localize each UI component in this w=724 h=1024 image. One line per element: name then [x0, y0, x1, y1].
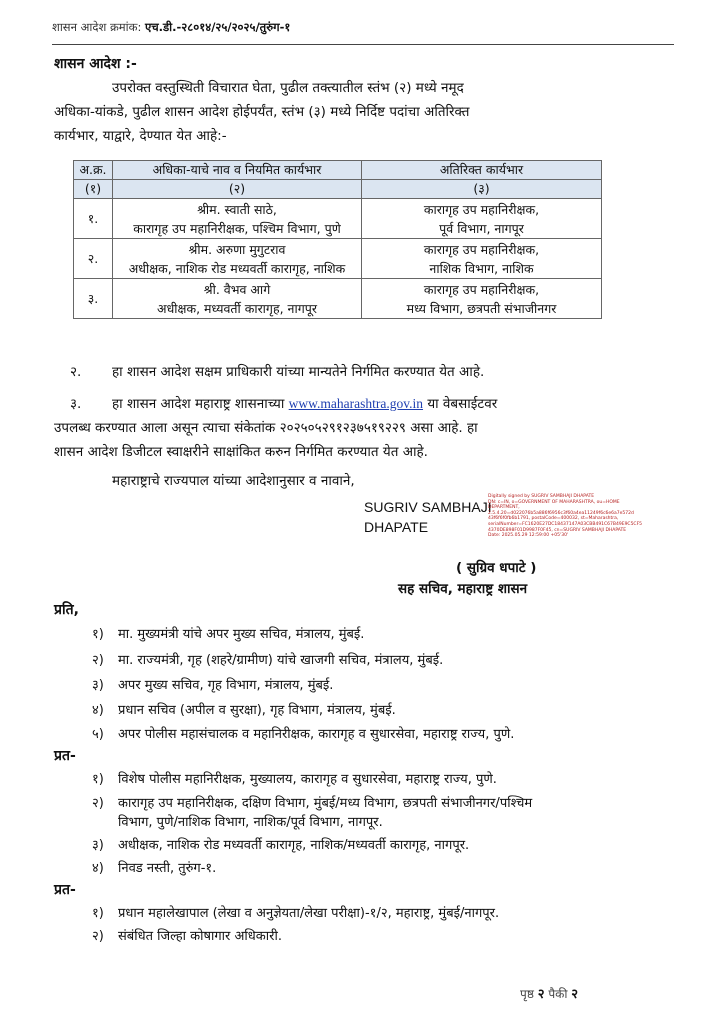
- order-number-header: [52, 20, 290, 35]
- para-3-pre: हा शासन आदेश महाराष्ट्र शासनाच्या: [112, 396, 285, 412]
- prati-heading: प्रति,: [54, 602, 79, 618]
- officer-cell: [113, 239, 362, 279]
- additional-charge-line: कारागृह उप महानिरीक्षक,: [423, 281, 540, 297]
- para-2-number: २.: [70, 364, 82, 380]
- table-row: [74, 199, 602, 239]
- additional-charge-line: कारागृह उप महानिरीक्षक,: [423, 201, 540, 217]
- para-3-number: ३.: [70, 396, 82, 412]
- list-item-number: १): [92, 906, 104, 921]
- header-divider: [52, 44, 674, 45]
- list-item-number: ५): [92, 727, 104, 742]
- prat-heading: प्रत-: [54, 882, 76, 898]
- list-item: अपर पोलीस महासंचालक व महानिरीक्षक, कारागृह व सुधारसेवा, महाराष्ट्र राज्य, पुणे.: [118, 727, 515, 742]
- signatory-designation: सह सचिव, महाराष्ट्र शासन: [398, 581, 528, 597]
- row-serial: ३.: [74, 279, 113, 319]
- row-serial: १.: [74, 199, 113, 239]
- order-number-value: एच.डी.-२८०१४/२५/२०२५/तुरुंग-१: [145, 20, 291, 34]
- additional-charge-cell: [362, 239, 602, 279]
- list-item: निवड नस्ती, तुरुंग-१.: [118, 861, 217, 876]
- list-item-number: २): [92, 653, 104, 668]
- para-3-line-2: उपलब्ध करण्यात आला असून त्याचा संकेतांक २०२५०५२९१२३७५१९२२९ असा आहे. हा: [54, 420, 478, 436]
- additional-charge-line: पूर्व विभाग, नागपूर: [439, 220, 524, 236]
- officer-post: कारागृह उप महानिरीक्षक, पश्चिम विभाग, पुणे: [133, 220, 341, 236]
- website-link[interactable]: www.maharashtra.gov.in: [288, 396, 424, 411]
- section-heading: शासन आदेश :-: [54, 56, 137, 72]
- list-item: संबंधित जिल्हा कोषागार अधिकारी.: [118, 929, 282, 944]
- intro-paragraph: [54, 76, 674, 148]
- additional-charge-cell: [362, 279, 602, 319]
- para-3-post: या वेबसाईटवर: [427, 396, 498, 412]
- table-column-number-row: [74, 180, 602, 199]
- additional-charge-cell: [362, 199, 602, 239]
- list-item-number: ३): [92, 838, 104, 853]
- additional-charge-line: मध्य विभाग, छत्रपती संभाजीनगर: [406, 300, 557, 316]
- para-3-line-1: [112, 392, 497, 416]
- list-item-continuation: विभाग, पुणे/नाशिक विभाग, नाशिक/पूर्व विभाग, नागपूर.: [118, 815, 383, 830]
- list-item-number: २): [92, 796, 104, 811]
- header-serial: अ.क्र.: [74, 161, 113, 180]
- officer-name: श्रीम. स्वाती साठे,: [197, 201, 277, 217]
- list-item: कारागृह उप महानिरीक्षक, दक्षिण विभाग, मुंबई/मध्य विभाग, छत्रपती संभाजीनगर/पश्चिम: [118, 796, 533, 811]
- signatory-name: ( सुग्रिव धपाटे ): [456, 560, 537, 576]
- additional-charge-line: कारागृह उप महानिरीक्षक,: [423, 241, 540, 257]
- digital-signature-name: [364, 497, 492, 537]
- closing-line: महाराष्ट्राचे राज्यपाल यांच्या आदेशानुसार व नावाने,: [112, 473, 355, 489]
- list-item-number: ४): [92, 703, 104, 718]
- page-current: २: [537, 987, 545, 1002]
- page-label: पृष्ठ: [520, 987, 534, 1001]
- list-item: मा. मुख्यमंत्री यांचे अपर मुख्य सचिव, मंत्रालय, मुंबई.: [118, 627, 365, 642]
- digital-signature-details: Digitally signed by SUGRIV SAMBHAJI DHAPATE DN: c=IN, o=GOVERNMENT OF MAHARASHTRA, ou=HOME DEPARTMENT, 2.5.4.20=d022076b5a886f6956c3f60a4ea11249f6c6e6a7e572d 43f6f6f0fb6b1791, postalCode=400032, st=Maharashtra, serialNumber=FC1620E27DC18437147A03CBB491C67B49E9C5CF5 4370DE898F01D9987F0F45, cn=SUGRIV SAMBHAJI DHAPATE Date: 2025.05.29 12:59:00 +05'30': [488, 494, 643, 539]
- intro-line-3: कार्यभार, याद्वारे, देण्यात येत आहे:-: [54, 128, 227, 144]
- officer-post: अधीक्षक, मध्यवर्ती कारागृह, नागपूर: [157, 300, 317, 316]
- additional-charge-line: नाशिक विभाग, नाशिक: [429, 260, 534, 276]
- signature-name-line: SUGRIV SAMBHAJI: [364, 499, 492, 515]
- officer-assignment-table: [73, 160, 602, 319]
- list-item: प्रधान सचिव (अपील व सुरक्षा), गृह विभाग, मंत्रालय, मुंबई.: [118, 703, 396, 718]
- table-row: [74, 279, 602, 319]
- table-row: [74, 239, 602, 279]
- signature-name-line: DHAPATE: [364, 519, 429, 535]
- list-item-number: ४): [92, 861, 104, 876]
- prat-heading: प्रत-: [54, 748, 76, 764]
- officer-cell: [113, 279, 362, 319]
- page-number: [520, 984, 578, 1002]
- officer-name: श्री. वैभव आगे: [203, 281, 271, 297]
- list-item: अधीक्षक, नाशिक रोड मध्यवर्ती कारागृह, नाशिक/मध्यवर्ती कारागृह, नागपूर.: [118, 838, 470, 853]
- page-of-label: पैकी: [548, 987, 568, 1001]
- list-item-number: १): [92, 627, 104, 642]
- header-officer: अधिका-याचे नाव व नियमित कार्यभार: [113, 161, 362, 180]
- list-item-number: १): [92, 772, 104, 787]
- list-item: अपर मुख्य सचिव, गृह विभाग, मंत्रालय, मुंबई.: [118, 678, 334, 693]
- table-header-row: [74, 161, 602, 180]
- officer-name: श्रीम. अरुणा मुगुटराव: [188, 241, 286, 257]
- list-item: विशेष पोलीस महानिरीक्षक, मुख्यालय, कारागृह व सुधारसेवा, महाराष्ट्र राज्य, पुणे.: [118, 772, 497, 787]
- header-additional-charge: अतिरिक्त कार्यभार: [362, 161, 602, 180]
- row-serial: २.: [74, 239, 113, 279]
- column-number: (३): [362, 180, 602, 199]
- page-total: २: [571, 987, 579, 1002]
- column-number: (२): [113, 180, 362, 199]
- para-3-line-3: शासन आदेश डिजीटल स्वाक्षरीने साक्षांकित करुन निर्गमित करण्यात येत आहे.: [54, 444, 428, 460]
- list-item-number: २): [92, 929, 104, 944]
- order-number-label: शासन आदेश क्रमांक:: [52, 20, 142, 34]
- list-item: मा. राज्यमंत्री, गृह (शहरे/ग्रामीण) यांचे खाजगी सचिव, मंत्रालय, मुंबई.: [118, 653, 444, 668]
- intro-line-2: अधिका-यांकडे, पुढील शासन आदेश होईपर्यंत, स्तंभ (३) मध्ये निर्दिष्ट पदांचा अतिरिक्त: [54, 104, 470, 120]
- officer-post: अधीक्षक, नाशिक रोड मध्यवर्ती कारागृह, नाशिक: [128, 260, 346, 276]
- intro-line-1: उपरोक्त वस्तुस्थिती विचारात घेता, पुढील तक्त्यातील स्तंभ (२) मध्ये नमूद: [112, 80, 464, 96]
- officer-cell: [113, 199, 362, 239]
- column-number: (१): [74, 180, 113, 199]
- list-item: प्रधान महालेखापाल (लेखा व अनुज्ञेयता/लेखा परीक्षा)-१/२, महाराष्ट्र, मुंबई/नागपूर.: [118, 906, 500, 921]
- para-2-text: हा शासन आदेश सक्षम प्राधिकारी यांच्या मान्यतेने निर्गमित करण्यात येत आहे.: [112, 364, 485, 380]
- list-item-number: ३): [92, 678, 104, 693]
